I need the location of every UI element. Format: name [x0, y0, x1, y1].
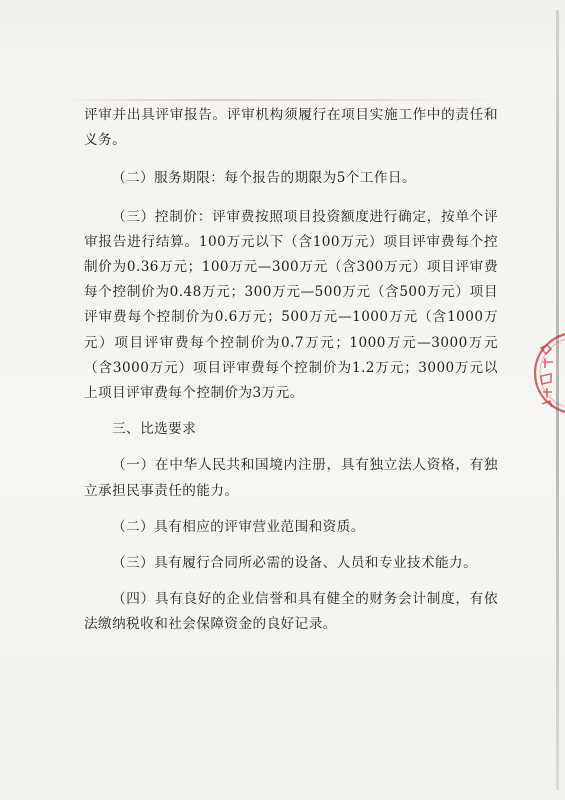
- red-seal-stamp-icon: [533, 318, 565, 428]
- scan-artifact-line: [60, 99, 500, 101]
- paragraph-control-price: （三）控制价：评审费按照项目投资额度进行确定，按单个评审报告进行结算。100万元以下（含100万元）项目评审费每个控制价为0.36万元；100万元—300万元（含300万元）项目评审费每个控制价为0.48万元；300万元—500万元（含500万元）项目评审费每个控制价为0.6万元；500万元—1000万元（含1000万元）项目评审费每个控制价为0.7万元；1000万元—3000万元（含3000万元）项目评审费每个控制价为1.2万元；3000万元以上项目评审费每个控制价为3万元。: [84, 208, 498, 402]
- document-body: [84, 103, 498, 638]
- paragraph-requirement-3: （三）具有履行合同所必需的设备、人员和专业技术能力。: [112, 555, 478, 572]
- section-heading-requirements: 三、比选要求: [112, 421, 197, 438]
- paragraph-requirement-2: （二）具有相应的评审营业范围和资质。: [112, 518, 365, 535]
- paragraph-continuation: 评审并出具评审报告。评审机构须履行在项目实施工作中的责任和义务。: [84, 107, 498, 149]
- paragraph-requirement-4: （四）具有良好的企业信誉和具有健全的财务会计制度，有依法缴纳税收和社会保障资金的良好记录。: [84, 591, 498, 633]
- paragraph-service-period: （二）服务期限：每个报告的期限为5个工作日。: [112, 170, 417, 187]
- paragraph-requirement-1: （一）在中华人民共和国境内注册，具有独立法人资格，有独立承担民事责任的能力。: [84, 457, 498, 499]
